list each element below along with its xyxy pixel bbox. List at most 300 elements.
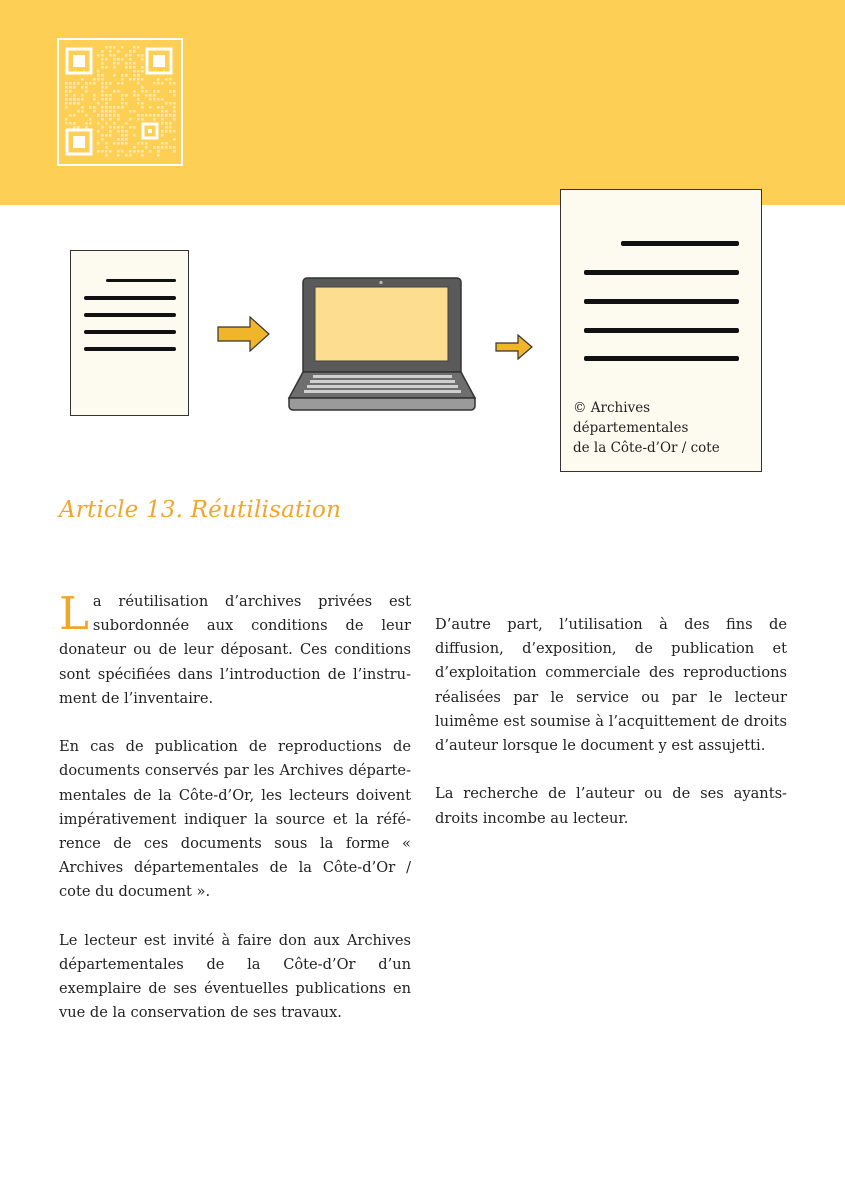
qr-module <box>101 50 104 53</box>
qr-module <box>97 78 100 81</box>
qr-module <box>81 94 84 97</box>
qr-module <box>157 146 160 149</box>
qr-module <box>113 58 116 61</box>
qr-module <box>161 142 164 145</box>
qr-module <box>157 98 160 101</box>
qr-module <box>129 50 132 53</box>
qr-module <box>101 118 104 121</box>
qr-module <box>133 134 136 137</box>
qr-module <box>141 86 144 89</box>
qr-module <box>69 86 72 89</box>
qr-module <box>113 114 116 117</box>
qr-module <box>117 90 120 93</box>
qr-module <box>133 90 136 93</box>
qr-module <box>153 94 156 97</box>
qr-module <box>137 70 140 73</box>
qr-module <box>125 54 128 57</box>
document-line <box>584 299 739 304</box>
qr-module <box>129 58 132 61</box>
qr-module <box>105 98 108 101</box>
qr-module <box>125 154 128 157</box>
qr-module <box>133 110 136 113</box>
qr-code[interactable] <box>57 38 183 166</box>
qr-module <box>109 114 112 117</box>
qr-module <box>65 94 68 97</box>
qr-module <box>101 106 104 109</box>
qr-module <box>157 154 160 157</box>
qr-module <box>133 94 136 97</box>
qr-module <box>121 106 124 109</box>
qr-module <box>85 114 88 117</box>
qr-module <box>113 142 116 145</box>
qr-module <box>121 98 124 101</box>
qr-module <box>141 90 144 93</box>
qr-module <box>165 102 168 105</box>
qr-module <box>165 78 168 81</box>
qr-module <box>157 106 160 109</box>
qr-module <box>65 122 68 125</box>
qr-module <box>109 94 112 97</box>
qr-module <box>81 106 84 109</box>
qr-module <box>105 122 108 125</box>
qr-module <box>65 82 68 85</box>
qr-module <box>97 130 100 133</box>
qr-module <box>105 66 108 69</box>
qr-module <box>109 110 112 113</box>
qr-module <box>133 126 136 129</box>
drop-cap: L <box>59 587 89 640</box>
qr-module <box>121 74 124 77</box>
qr-module <box>117 62 120 65</box>
qr-module <box>101 86 104 89</box>
qr-module <box>133 66 136 69</box>
qr-module <box>89 118 92 121</box>
copyright-line: de la Côte-d’Or / cote <box>573 440 720 456</box>
qr-module <box>157 82 160 85</box>
qr-module <box>129 54 132 57</box>
qr-module <box>69 82 72 85</box>
qr-module <box>173 146 176 149</box>
qr-module <box>129 62 132 65</box>
qr-module <box>109 130 112 133</box>
qr-module <box>173 130 176 133</box>
qr-module <box>161 134 164 137</box>
qr-module <box>161 114 164 117</box>
qr-module <box>137 114 140 117</box>
qr-module <box>113 54 116 57</box>
qr-module <box>141 114 144 117</box>
document-line <box>84 313 176 317</box>
qr-module <box>161 98 164 101</box>
document-line <box>84 347 176 351</box>
paragraph: La recherche de l’auteur ou de ses ayants-droits incombe au lecteur. <box>435 785 787 827</box>
qr-module <box>73 122 76 125</box>
qr-module <box>93 98 96 101</box>
qr-module <box>149 98 152 101</box>
qr-module <box>113 106 116 109</box>
qr-module <box>117 126 120 129</box>
qr-module <box>109 98 112 101</box>
qr-module <box>85 86 88 89</box>
qr-module <box>153 146 156 149</box>
article-title: Article 13. Réutilisation <box>59 497 342 523</box>
qr-module <box>145 142 148 145</box>
qr-module <box>133 50 136 53</box>
qr-module <box>85 126 88 129</box>
qr-module <box>141 70 144 73</box>
qr-module <box>97 122 100 125</box>
qr-module <box>93 110 96 113</box>
qr-module <box>105 94 108 97</box>
qr-module <box>173 106 176 109</box>
qr-module <box>125 102 128 105</box>
document-line <box>84 330 176 334</box>
qr-module <box>117 138 120 141</box>
qr-module <box>73 114 76 117</box>
qr-module <box>81 78 84 81</box>
qr-module <box>129 110 132 113</box>
qr-module <box>109 50 112 53</box>
qr-module <box>153 90 156 93</box>
qr-module <box>133 78 136 81</box>
qr-module <box>101 134 104 137</box>
qr-module <box>105 58 108 61</box>
qr-module <box>77 110 80 113</box>
qr-module <box>89 106 92 109</box>
qr-module <box>121 94 124 97</box>
qr-module <box>101 114 104 117</box>
qr-module <box>161 118 164 121</box>
qr-module <box>141 106 144 109</box>
qr-module <box>121 142 124 145</box>
qr-module <box>121 126 124 129</box>
qr-module <box>97 74 100 77</box>
qr-module <box>129 126 132 129</box>
qr-module <box>85 82 88 85</box>
qr-module <box>97 142 100 145</box>
qr-module <box>77 98 80 101</box>
qr-module <box>125 138 128 141</box>
qr-module <box>169 78 172 81</box>
qr-code-pattern <box>59 40 181 164</box>
qr-module <box>141 66 144 69</box>
qr-module <box>137 150 140 153</box>
source-document-icon <box>70 250 189 416</box>
qr-module <box>97 70 100 73</box>
qr-module <box>173 90 176 93</box>
qr-module <box>69 122 72 125</box>
qr-module <box>105 114 108 117</box>
qr-module <box>169 102 172 105</box>
qr-module <box>165 114 168 117</box>
qr-module <box>85 122 88 125</box>
qr-module <box>133 150 136 153</box>
qr-module <box>101 90 104 93</box>
qr-module <box>173 82 176 85</box>
qr-module <box>101 62 104 65</box>
qr-module <box>125 94 128 97</box>
qr-module <box>109 150 112 153</box>
qr-module <box>137 142 140 145</box>
qr-module <box>81 98 84 101</box>
qr-module <box>69 90 72 93</box>
qr-module <box>145 146 148 149</box>
qr-module <box>173 94 176 97</box>
qr-module <box>117 82 120 85</box>
qr-module <box>125 122 128 125</box>
qr-module <box>129 78 132 81</box>
qr-module <box>165 110 168 113</box>
qr-module <box>109 134 112 137</box>
qr-module <box>121 150 124 153</box>
qr-module <box>129 150 132 153</box>
qr-module <box>157 114 160 117</box>
qr-module <box>117 150 120 153</box>
qr-module <box>65 102 68 105</box>
document-line <box>84 296 176 300</box>
qr-module <box>101 94 104 97</box>
qr-module <box>109 118 112 121</box>
qr-module <box>157 150 160 153</box>
result-document-icon <box>560 189 762 472</box>
qr-module <box>93 94 96 97</box>
qr-module <box>153 114 156 117</box>
qr-module <box>105 46 108 49</box>
qr-module <box>113 62 116 65</box>
qr-module <box>105 102 108 105</box>
qr-module <box>137 102 140 105</box>
qr-module <box>141 154 144 157</box>
qr-module <box>121 82 124 85</box>
qr-module <box>145 94 148 97</box>
qr-module <box>69 102 72 105</box>
qr-module <box>113 126 116 129</box>
qr-module <box>137 46 140 49</box>
qr-module <box>93 78 96 81</box>
qr-module <box>173 114 176 117</box>
qr-module <box>73 126 76 129</box>
header-band <box>0 0 845 205</box>
qr-module <box>137 98 140 101</box>
qr-module <box>125 130 128 133</box>
qr-module <box>125 142 128 145</box>
qr-module <box>69 114 72 117</box>
qr-module <box>113 110 116 113</box>
qr-module <box>133 74 136 77</box>
qr-module <box>113 46 116 49</box>
qr-module <box>133 46 136 49</box>
qr-module <box>157 90 160 93</box>
qr-module <box>105 146 108 149</box>
qr-module <box>133 146 136 149</box>
qr-module <box>65 98 68 101</box>
qr-module <box>117 142 120 145</box>
qr-module <box>161 82 164 85</box>
qr-module <box>97 150 100 153</box>
qr-module <box>117 106 120 109</box>
qr-module <box>105 134 108 137</box>
qr-module <box>73 82 76 85</box>
qr-module <box>101 66 104 69</box>
qr-module <box>169 126 172 129</box>
qr-module <box>97 114 100 117</box>
qr-module <box>141 150 144 153</box>
qr-module <box>169 114 172 117</box>
qr-module <box>133 70 136 73</box>
qr-module <box>165 130 168 133</box>
qr-module <box>121 138 124 141</box>
qr-module <box>105 142 108 145</box>
qr-module <box>105 110 108 113</box>
qr-module <box>117 50 120 53</box>
qr-module <box>169 122 172 125</box>
qr-module <box>145 114 148 117</box>
qr-module <box>101 110 104 113</box>
qr-module <box>101 54 104 57</box>
qr-module <box>109 82 112 85</box>
document-line <box>584 270 739 275</box>
qr-module <box>81 86 84 89</box>
paragraph-text: a réutilisation d’archives privées est subordonnée aux conditions de leur donateur ou de leur déposant. Ces conditions sont spécifiées dans l’introduction de l’instrument de l’inventaire. <box>59 593 411 707</box>
qr-module <box>137 82 140 85</box>
qr-module <box>137 74 140 77</box>
qr-module <box>109 46 112 49</box>
qr-module <box>169 82 172 85</box>
qr-module <box>73 102 76 105</box>
qr-module <box>161 122 164 125</box>
qr-module <box>101 138 104 141</box>
left-column <box>59 587 411 1050</box>
qr-module <box>109 106 112 109</box>
qr-module <box>93 82 96 85</box>
qr-module <box>117 154 120 157</box>
qr-module <box>169 90 172 93</box>
qr-module <box>117 58 120 61</box>
qr-module <box>153 82 156 85</box>
qr-module <box>89 122 92 125</box>
qr-module <box>165 142 168 145</box>
qr-module <box>121 46 124 49</box>
qr-module <box>173 138 176 141</box>
qr-module <box>161 106 164 109</box>
qr-module <box>93 106 96 109</box>
qr-module <box>101 150 104 153</box>
qr-module <box>161 146 164 149</box>
qr-module <box>101 82 104 85</box>
qr-module <box>149 150 152 153</box>
qr-module <box>101 58 104 61</box>
qr-module <box>129 66 132 69</box>
qr-module <box>125 66 128 69</box>
qr-module <box>141 102 144 105</box>
qr-module <box>121 78 124 81</box>
paragraph: D’autre part, l’utilisation à des fins de diffusion, d’exposition, de publication et d’exploitation commerciale des reproductions réalisées par le service ou par le lecteur luimême est soumise à l’acquittement de droits d’auteur lorsque le document y est assujetti. <box>435 616 787 755</box>
qr-module <box>101 78 104 81</box>
qr-module <box>117 130 120 133</box>
qr-module <box>161 130 164 133</box>
qr-module <box>173 150 176 153</box>
qr-module <box>101 126 104 129</box>
paragraph: En cas de publication de reproductions de documents conservés par les Archives départementales de la Côte-d’Or, les lecteurs doivent impérativement indiquer la source et la référence de ces documents sous la forme « Archives départementales de la Côte-d’Or / cote du document ». <box>59 738 411 901</box>
qr-module <box>141 54 144 57</box>
qr-module <box>97 102 100 105</box>
qr-module <box>153 98 156 101</box>
qr-module <box>137 94 140 97</box>
qr-module <box>149 106 152 109</box>
qr-module <box>65 90 68 93</box>
document-line <box>584 356 739 361</box>
qr-module <box>113 66 116 69</box>
qr-module <box>89 82 92 85</box>
qr-module <box>173 118 176 121</box>
laptop-icon <box>283 276 480 416</box>
qr-module <box>137 118 140 121</box>
qr-module <box>145 90 148 93</box>
qr-module <box>157 78 160 81</box>
qr-module <box>141 58 144 61</box>
qr-module <box>105 106 108 109</box>
qr-module <box>165 146 168 149</box>
qr-module <box>161 110 164 113</box>
qr-module <box>137 78 140 81</box>
qr-module <box>105 86 108 89</box>
qr-module <box>109 54 112 57</box>
document-line <box>106 279 176 282</box>
qr-module <box>73 94 76 97</box>
arrow-right-icon <box>495 334 533 360</box>
qr-module <box>81 110 84 113</box>
qr-module <box>125 62 128 65</box>
copyright-line: © Archives départementales <box>573 400 689 436</box>
document-line <box>584 328 739 333</box>
qr-module <box>129 118 132 121</box>
qr-module <box>105 154 108 157</box>
qr-module <box>85 90 88 93</box>
qr-module <box>121 58 124 61</box>
qr-module <box>121 134 124 137</box>
qr-module <box>121 130 124 133</box>
qr-module <box>173 102 176 105</box>
qr-module <box>73 86 76 89</box>
document-line <box>621 241 739 246</box>
qr-module <box>125 134 128 137</box>
qr-module <box>69 98 72 101</box>
qr-module <box>97 54 100 57</box>
qr-module <box>153 118 156 121</box>
qr-module <box>173 110 176 113</box>
qr-module <box>105 82 108 85</box>
qr-module <box>77 102 80 105</box>
qr-module <box>101 98 104 101</box>
qr-module <box>141 142 144 145</box>
qr-module <box>77 126 80 129</box>
qr-module <box>113 90 116 93</box>
qr-module <box>113 122 116 125</box>
qr-module <box>65 118 68 121</box>
qr-module <box>165 126 168 129</box>
qr-module <box>137 54 140 57</box>
qr-module <box>113 74 116 77</box>
qr-module <box>65 106 68 109</box>
qr-module <box>165 122 168 125</box>
qr-module <box>141 78 144 81</box>
qr-module <box>73 98 76 101</box>
qr-module <box>133 62 136 65</box>
arrow-right-icon <box>217 316 271 352</box>
qr-module <box>77 82 80 85</box>
qr-module <box>109 126 112 129</box>
qr-module <box>149 94 152 97</box>
